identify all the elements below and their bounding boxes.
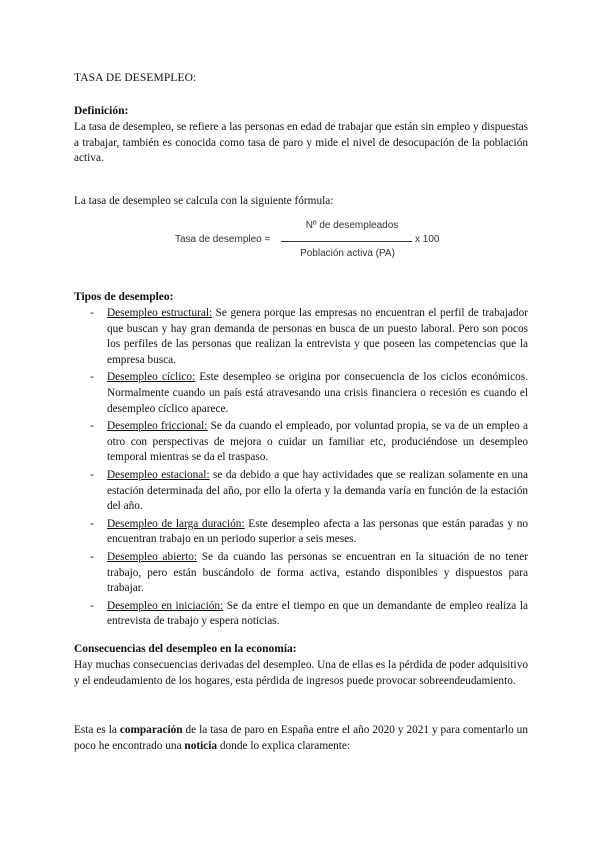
list-item xyxy=(74,468,528,515)
tipos-list xyxy=(74,306,528,632)
list-item-text: Este desempleo afecta a las personas que están paradas y no encuentran trabajo en un periodo superior a seis meses. xyxy=(107,517,528,546)
comparacion-paragraph xyxy=(74,723,528,754)
list-item xyxy=(74,370,528,417)
comparacion-text-1: Esta es la xyxy=(74,724,120,736)
comparacion-text-2: de la tasa de paro en España entre el año 2020 y 2021 y para comentarlo un poco he encontrado una xyxy=(74,724,528,752)
list-item-text: Se da entre el tiempo en que un demandante de empleo realiza la entrevista de trabajo y espera noticias. xyxy=(107,599,528,628)
list-dash: - xyxy=(90,420,94,433)
list-item-term: Desempleo de larga duración: xyxy=(107,517,245,530)
formula-numerator: Nº de desempleados xyxy=(305,220,399,231)
list-item-term: Desempleo estacional: xyxy=(107,468,210,481)
comparacion-bold-1: comparación xyxy=(119,724,183,736)
list-item-term: Desempleo friccional: xyxy=(107,420,208,433)
list-item-text: Se da cuando las personas se encuentran en la situación de no tener trabajo, pero están buscándolo de forma activa, estando disponibles y dispuestos para trabajar. xyxy=(107,550,528,595)
list-item-text: Este desempleo se origina por consecuencia de los ciclos económicos. Normalmente cuando un país está atravesando una crisis financiera o recesión es cuando el desempleo cíclico aparece. xyxy=(107,371,528,415)
list-dash: - xyxy=(90,371,94,384)
list-item xyxy=(74,517,528,548)
list-dash: - xyxy=(90,307,94,319)
list-item-term: Desempleo abierto: xyxy=(107,550,198,563)
consecuencias-paragraph: Hay muchas consecuencias derivadas del desempleo. Una de ellas es la pérdida de poder adquisitivo y el endeudamiento de los hogares, esta pérdida de ingresos puede provocar sobreendeudamiento. xyxy=(74,659,528,687)
formula-intro: La tasa de desempleo se calcula con la siguiente fórmula: xyxy=(74,195,334,207)
formula-multiplier: x 100 xyxy=(415,234,440,245)
definicion-paragraph: La tasa de desempleo, se refiere a las personas en edad de trabajar que están sin empleo y dispuestas a trabajar, también es conocida como tasa de paro y mide el nivel de desocupación de la población activa. xyxy=(74,121,528,165)
list-item-text: se da debido a que hay actividades que se realizan solamente en una estación determinada del año, por ello la oferta y la demanda varía en función de la estación del año. xyxy=(107,468,528,513)
tipos-heading: Tipos de desempleo: xyxy=(74,291,174,303)
list-item-term: Desempleo cíclico: xyxy=(107,371,196,384)
list-item xyxy=(74,550,528,597)
comparacion-bold-2: noticia xyxy=(184,739,218,752)
formula xyxy=(175,218,445,266)
list-item-term: Desempleo en iniciación: xyxy=(107,599,224,612)
list-item xyxy=(74,599,528,630)
list-dash: - xyxy=(90,550,94,563)
comparacion-text-3: donde lo explica claramente: xyxy=(217,739,351,752)
list-item-text: Se genera porque las empresas no encuentran el perfil de trabajador que buscan y hay gran demanda de personas en busca de un puesto laboral. Pero son pocos los perfiles de las personas que realizan la entrevista y que poseen las competencias que la empresa busca. xyxy=(107,307,528,366)
list-dash: - xyxy=(90,599,94,612)
list-item xyxy=(74,306,528,368)
list-item-text: Se da cuando el empleado, por voluntad propia, se va de un empleo a otro con perspectivas de mejora o cuidar un familiar etc, produciéndose un desempleo temporal mientras se da el traspaso. xyxy=(107,420,528,464)
formula-lhs: Tasa de desempleo = xyxy=(175,234,271,245)
formula-fraction-bar xyxy=(281,241,412,242)
document-title: TASA DE DESEMPLEO: xyxy=(74,72,197,84)
formula-denominator: Población activa (PA) xyxy=(300,248,395,259)
list-dash: - xyxy=(90,468,94,481)
list-dash: - xyxy=(90,517,94,530)
consecuencias-heading: Consecuencias del desempleo en la economía: xyxy=(74,643,297,655)
definicion-heading: Definición: xyxy=(74,105,129,117)
list-item-term: Desempleo estructural: xyxy=(107,307,213,319)
list-item xyxy=(74,419,528,466)
